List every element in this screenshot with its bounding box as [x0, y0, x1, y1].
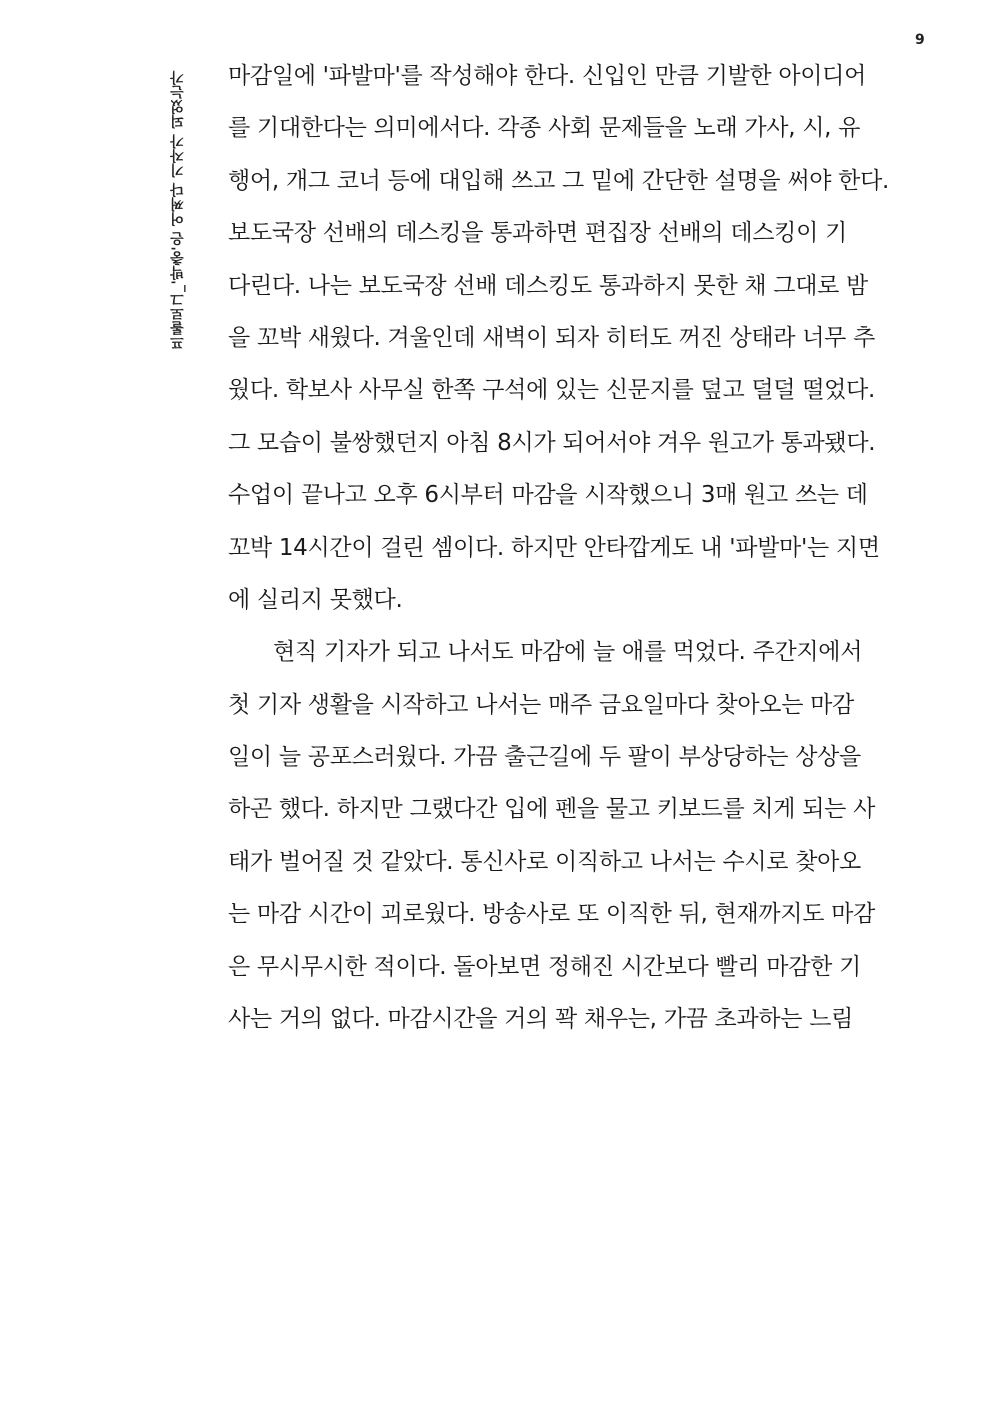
text-line: 사는 거의 없다. 마감시간을 거의 꽉 채우는, 가끔 초과하는 느림: [228, 1006, 854, 1033]
paragraph-1: [228, 52, 898, 628]
text-line: 꼬박 14시간이 걸린 셈이다. 하지만 안타깝게도 내 '파발마'는 지면: [228, 534, 880, 561]
text-line: 웠다. 학보사 사무실 한쪽 구석에 있는 신문지를 덮고 덜덜 떨었다.: [228, 377, 875, 404]
text-line: 행어, 개그 코너 등에 대입해 쓰고 그 밑에 간단한 설명을 써야 한다.: [228, 167, 890, 194]
running-head: 프롤로그_'박충'은 어쩌다 기자가 되었는가: [170, 70, 186, 350]
text-line: 는 마감 시간이 괴로웠다. 방송사로 또 이직한 뒤, 현재까지도 마감: [228, 901, 875, 928]
text-line: 을 꼬박 새웠다. 겨울인데 새벽이 되자 히터도 꺼진 상태라 너무 추: [228, 324, 875, 351]
text-line: 에 실리지 못했다.: [228, 586, 403, 613]
text-line: 마감일에 '파발마'를 작성해야 한다. 신입인 만큼 기발한 아이디어: [228, 63, 867, 89]
text-line: 하곤 했다. 하지만 그랬다간 입에 펜을 물고 키보드를 치게 되는 사: [228, 796, 875, 823]
text-line: 첫 기자 생활을 시작하고 나서는 매주 금요일마다 찾아오는 마감: [228, 691, 854, 718]
text-line: 은 무시무시한 적이다. 돌아보면 정해진 시간보다 빨리 마감한 기: [228, 953, 861, 980]
text-line: 보도국장 선배의 데스킹을 통과하면 편집장 선배의 데스킹이 기: [228, 220, 847, 247]
text-line: 수업이 끝나고 오후 6시부터 마감을 시작했으니 3매 원고 쓰는 데: [228, 482, 868, 509]
text-line: 일이 늘 공포스러웠다. 가끔 출근길에 두 팔이 부상당하는 상상을: [228, 744, 861, 771]
paragraph-2: [228, 628, 898, 1047]
text-line: 태가 벌어질 것 같았다. 통신사로 이직하고 나서는 수시로 찾아오: [228, 848, 861, 875]
text-line: 그 모습이 불쌍했던지 아침 8시가 되어서야 겨우 원고가 통과됐다.: [228, 429, 876, 456]
page-number: 9: [915, 32, 925, 48]
text-line: 를 기대한다는 의미에서다. 각종 사회 문제들을 노래 가사, 시, 유: [228, 115, 861, 142]
text-line: 다린다. 나는 보도국장 선배 데스킹도 통과하지 못한 채 그대로 밤: [228, 272, 868, 299]
text-line: 현직 기자가 되고 나서도 마감에 늘 애를 먹었다. 주간지에서: [273, 639, 863, 666]
body-text: [228, 52, 898, 1047]
